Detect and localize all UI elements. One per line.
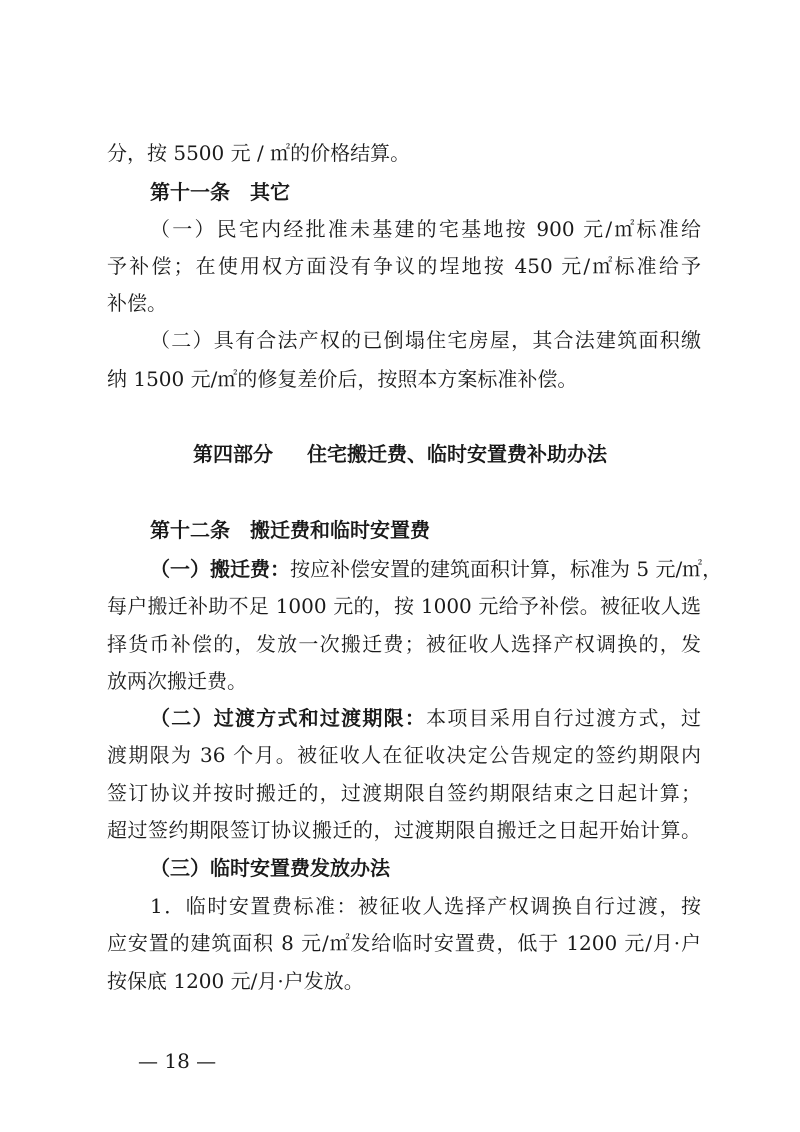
subsection-heading: （三）临时安置费发放办法 — [150, 856, 390, 880]
paragraph-line: （二）具有合法产权的已倒塌住宅房屋，其合法建筑面积缴 — [150, 328, 701, 352]
article-number: 第十一条 — [150, 180, 230, 204]
paragraph-line: 按保底 1200 元/月·户发放。 — [107, 969, 364, 993]
part-title: 住宅搬迁费、临时安置费补助办法 — [307, 442, 607, 466]
paragraph-line: 超过签约期限签订协议搬迁的，过渡期限自搬迁之日起开始计算。 — [107, 818, 701, 842]
part-4-heading — [0, 441, 800, 467]
paragraph-line: 应安置的建筑面积 8 元/㎡发给临时安置费，低于 1200 元/月·户 — [107, 931, 701, 955]
paragraph-line: 纳 1500 元/㎡的修复差价后，按照本方案标准补偿。 — [107, 367, 578, 391]
paragraph-line: 1．临时安置费标准：被征收人选择产权调换自行过渡，按 — [150, 894, 701, 918]
item-text: 按应补偿安置的建筑面积计算，标准为 5 元/㎡， — [290, 557, 723, 581]
item-lead: （二）过渡方式和过渡期限： — [150, 706, 427, 730]
paragraph-line — [150, 556, 723, 582]
paragraph-line: （一）民宅内经批准未基建的宅基地按 900 元/㎡标准给 — [150, 217, 701, 241]
article-title: 搬迁费和临时安置费 — [250, 518, 430, 542]
article-11-heading — [150, 179, 701, 205]
paragraph-line: 放两次搬迁费。 — [107, 669, 247, 693]
paragraph-line: 予补偿；在使用权方面没有争议的埕地按 450 元/㎡标准给予 — [107, 254, 701, 278]
paragraph-line: 渡期限为 36 个月。被征收人在征收决定公告规定的签约期限内 — [107, 743, 701, 767]
page-number: — 18 — — [138, 1049, 217, 1073]
item-text: 本项目采用自行过渡方式，过 — [426, 706, 702, 730]
paragraph-line: 签订协议并按时搬迁的，过渡期限自签约期限结束之日起计算； — [107, 781, 701, 805]
paragraph-line — [150, 705, 701, 731]
article-number: 第十二条 — [150, 518, 230, 542]
article-title: 其它 — [250, 180, 290, 204]
part-number: 第四部分 — [193, 442, 273, 466]
paragraph-line: 分，按 5500 元 / ㎡的价格结算。 — [107, 141, 411, 165]
paragraph-line: 补偿。 — [107, 291, 167, 315]
article-12-heading — [150, 517, 701, 543]
item-lead: （一）搬迁费： — [150, 557, 290, 581]
paragraph-line: 择货币补偿的，发放一次搬迁费；被征收人选择产权调换的，发 — [107, 632, 701, 656]
paragraph-line: 每户搬迁补助不足 1000 元的，按 1000 元给予补偿。被征收人选 — [107, 594, 701, 618]
